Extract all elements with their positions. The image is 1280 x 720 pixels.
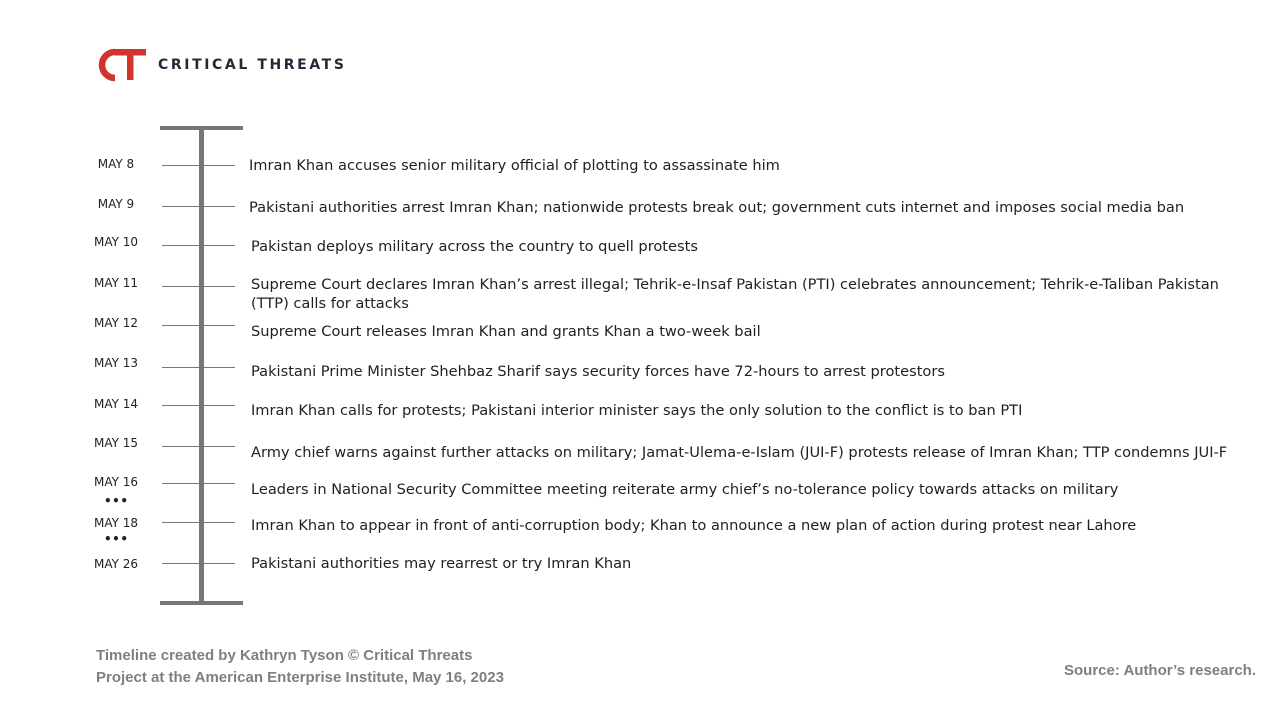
timeline-date: MAY 26 (93, 557, 139, 571)
timeline-gap-marker: ••• (104, 494, 129, 508)
timeline-date: MAY 16 (93, 475, 139, 489)
source-note: Source: Author’s research. (1063, 662, 1256, 679)
timeline-event: Imran Khan to appear in front of anti-corruption body; Khan to announce a new plan of action during protest near Lahore (251, 517, 1137, 534)
timeline-tick (162, 325, 235, 326)
timeline-event: Army chief warns against further attacks on military; Jamat-Ulema-e-Islam (JUI-F) protests release of Imran Khan; TTP condemns JUI-F (251, 444, 1228, 461)
timeline-date: MAY 14 (93, 397, 139, 411)
timeline-tick (162, 563, 235, 564)
timeline-event: Pakistan deploys military across the country to quell protests (251, 238, 698, 255)
timeline-event: Imran Khan calls for protests; Pakistani interior minister says the only solution to the conflict is to ban PTI (251, 402, 1023, 419)
timeline-date: MAY 9 (97, 197, 135, 211)
timeline-date: MAY 18 (93, 516, 139, 530)
timeline-event: Leaders in National Security Committee meeting reiterate army chief’s no-tolerance policy towards attacks on military (251, 481, 1119, 498)
timeline-date: MAY 11 (93, 276, 139, 290)
timeline-date: MAY 13 (93, 356, 139, 370)
timeline-tick (162, 446, 235, 447)
credit-line-2: Project at the American Enterprise Institute, May 16, 2023 (96, 669, 504, 686)
credit-line-1: Timeline created by Kathryn Tyson © Critical Threats (96, 647, 473, 664)
timeline-date: MAY 12 (93, 316, 139, 330)
timeline-tick (162, 405, 235, 406)
timeline-bottom-cap (160, 601, 243, 605)
timeline-event: Pakistani Prime Minister Shehbaz Sharif says security forces have 72-hours to arrest protestors (251, 363, 945, 380)
timeline-event: Pakistani authorities may rearrest or try Imran Khan (251, 555, 632, 572)
timeline-tick (162, 245, 235, 246)
timeline-tick (162, 206, 235, 207)
timeline-tick (162, 483, 235, 484)
brand-name: CRITICAL THREATS (158, 57, 347, 73)
timeline-event: Imran Khan accuses senior military official of plotting to assassinate him (249, 157, 780, 174)
timeline-tick (162, 165, 235, 166)
timeline-tick (162, 367, 235, 368)
timeline-date: MAY 8 (97, 157, 135, 171)
credit-text (96, 645, 504, 689)
timeline-date: MAY 10 (93, 235, 139, 249)
timeline-tick (162, 522, 235, 523)
timeline-event: Pakistani authorities arrest Imran Khan; nationwide protests break out; government cuts internet and imposes social media ban (249, 199, 1185, 216)
timeline-gap-marker: ••• (104, 532, 129, 546)
timeline-event: Supreme Court declares Imran Khan’s arrest illegal; Tehrik-e-Insaf Pakistan (PTI) celebrates announcement; Tehrik-e-Taliban Pakistan (TTP) calls for attacks (251, 276, 1219, 312)
timeline-date: MAY 15 (93, 436, 139, 450)
timeline-tick (162, 286, 235, 287)
timeline-event: Supreme Court releases Imran Khan and grants Khan a two-week bail (251, 323, 761, 340)
